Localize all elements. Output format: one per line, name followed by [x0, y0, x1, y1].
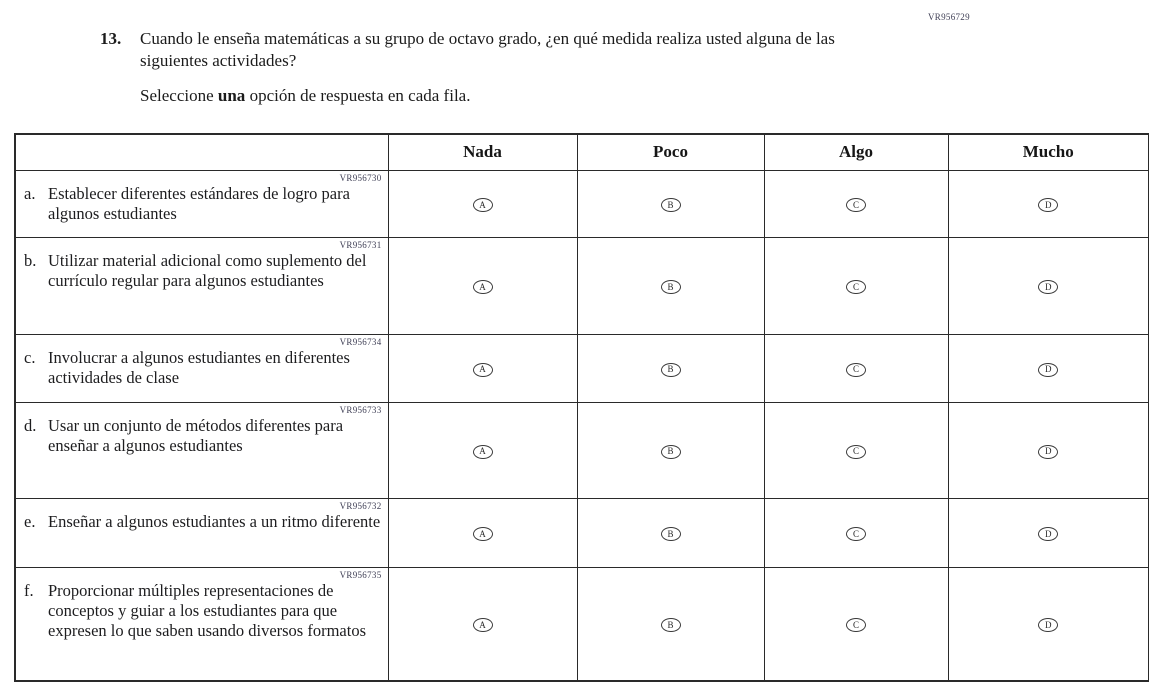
statement — [24, 581, 384, 641]
option-cell — [388, 334, 577, 402]
statement-cell — [15, 498, 388, 567]
statement-cell — [15, 170, 388, 237]
option-bubble-d[interactable] — [1038, 363, 1058, 377]
bubble-letter: B — [667, 364, 674, 374]
bubble-letter: D — [1045, 528, 1052, 539]
option-bubble-d[interactable] — [1038, 280, 1058, 294]
bubble-letter: B — [667, 619, 674, 630]
directions-line — [140, 86, 470, 106]
option-cell — [948, 498, 1149, 567]
bubble-letter: C — [852, 281, 859, 292]
option-bubble-b[interactable] — [661, 363, 681, 377]
option-cell — [764, 567, 948, 681]
bubble-letter: C — [852, 446, 859, 456]
statement — [24, 512, 384, 532]
option-cell — [388, 170, 577, 237]
statement — [24, 184, 384, 224]
option-cell — [577, 334, 764, 402]
option-cell — [577, 498, 764, 567]
page-vr-code: VR956729 — [928, 12, 970, 22]
option-bubble-c[interactable] — [846, 527, 866, 541]
bubble-letter: A — [479, 199, 486, 210]
directions-suffix: opción de respuesta en cada fila. — [245, 86, 471, 105]
statement-cell — [15, 567, 388, 681]
option-bubble-a[interactable] — [473, 363, 493, 377]
option-bubble-a[interactable] — [473, 280, 493, 294]
option-bubble-d[interactable] — [1038, 527, 1058, 541]
bubble-letter: B — [667, 446, 674, 456]
option-bubble-b[interactable] — [661, 527, 681, 541]
option-cell — [764, 334, 948, 402]
option-cell — [764, 498, 948, 567]
bubble-letter: C — [852, 619, 859, 630]
vr-code: VR956732 — [339, 500, 382, 511]
header-cell-empty — [15, 134, 388, 170]
option-bubble-a[interactable] — [473, 527, 493, 541]
option-bubble-c[interactable] — [846, 445, 866, 459]
option-bubble-a[interactable] — [473, 445, 493, 459]
vr-code: VR956733 — [339, 404, 382, 415]
vr-code: VR956730 — [339, 172, 382, 183]
option-bubble-a[interactable] — [473, 198, 493, 212]
statement-text: Utilizar material adicional como suplemento del currículo regular para algunos estudiantes — [48, 250, 367, 290]
vr-code: VR956735 — [339, 569, 382, 580]
option-bubble-d[interactable] — [1038, 198, 1058, 212]
option-cell — [388, 567, 577, 681]
option-bubble-b[interactable] — [661, 280, 681, 294]
bubble-letter: A — [479, 281, 486, 292]
bubble-letter: D — [1045, 364, 1052, 374]
option-bubble-d[interactable] — [1038, 618, 1058, 632]
option-cell — [577, 237, 764, 334]
table-body — [15, 170, 1149, 681]
option-bubble-d[interactable] — [1038, 445, 1058, 459]
bubble-letter: A — [479, 446, 486, 456]
option-cell — [948, 567, 1149, 681]
option-bubble-a[interactable] — [473, 618, 493, 632]
bubble-letter: D — [1045, 619, 1052, 630]
option-cell — [764, 402, 948, 498]
table-row — [15, 237, 1149, 334]
statement-text: Enseñar a algunos estudiantes a un ritmo diferente — [48, 511, 381, 531]
table-row — [15, 170, 1149, 237]
header-cell-nada: Nada — [388, 134, 577, 170]
statement-cell — [15, 334, 388, 402]
statement-text: Proporcionar múltiples representaciones de conceptos y guiar a los estudiantes para que expresen lo que saben usando diversos formatos — [48, 580, 367, 640]
option-cell — [764, 237, 948, 334]
table-row — [15, 334, 1149, 402]
row-letter: e. — [24, 511, 36, 531]
directions-bold-word: una — [217, 86, 246, 105]
row-letter: c. — [24, 347, 36, 367]
row-letter: f. — [24, 580, 34, 600]
option-bubble-c[interactable] — [846, 198, 866, 212]
statement-text: Establecer diferentes estándares de logro para algunos estudiantes — [48, 183, 350, 223]
question-number: 13. — [100, 29, 122, 48]
option-cell — [388, 402, 577, 498]
bubble-letter: D — [1045, 199, 1052, 210]
option-cell — [948, 402, 1149, 498]
vr-code: VR956731 — [339, 239, 382, 250]
option-cell — [764, 170, 948, 237]
option-bubble-b[interactable] — [661, 198, 681, 212]
option-bubble-c[interactable] — [846, 363, 866, 377]
row-letter: b. — [24, 250, 37, 270]
option-cell — [948, 334, 1149, 402]
table-row — [15, 498, 1149, 567]
bubble-letter: D — [1045, 281, 1052, 292]
statement-cell — [15, 237, 388, 334]
header-row — [15, 134, 1149, 170]
option-cell — [948, 237, 1149, 334]
response-matrix-table — [14, 133, 1149, 682]
statement-text: Involucrar a algunos estudiantes en diferentes actividades de clase — [48, 347, 350, 387]
vr-code: VR956734 — [339, 336, 382, 347]
row-letter: a. — [24, 183, 36, 203]
statement — [24, 348, 384, 388]
option-bubble-b[interactable] — [661, 445, 681, 459]
bubble-letter: A — [479, 364, 486, 374]
bubble-letter: C — [852, 364, 859, 374]
option-cell — [388, 498, 577, 567]
bubble-letter: B — [667, 528, 674, 539]
bubble-letter: D — [1045, 446, 1052, 456]
option-cell — [577, 170, 764, 237]
option-bubble-b[interactable] — [661, 618, 681, 632]
header-cell-mucho: Mucho — [948, 134, 1149, 170]
question-text: Cuando le enseña matemáticas a su grupo de octavo grado, ¿en qué medida realiza usted alguna de las siguientes actividades? — [140, 29, 835, 71]
row-letter: d. — [24, 415, 37, 435]
option-cell — [948, 170, 1149, 237]
bubble-letter: C — [852, 528, 859, 539]
statement-text: Usar un conjunto de métodos diferentes para enseñar a algunos estudiantes — [48, 415, 344, 455]
bubble-letter: B — [667, 199, 674, 210]
option-cell — [388, 237, 577, 334]
statement-cell — [15, 402, 388, 498]
header-cell-poco: Poco — [577, 134, 764, 170]
table-header — [15, 134, 1149, 170]
statement — [24, 251, 384, 291]
header-cell-algo: Algo — [764, 134, 948, 170]
bubble-letter: A — [479, 619, 486, 630]
bubble-letter: A — [479, 528, 486, 539]
option-cell — [577, 567, 764, 681]
bubble-letter: B — [667, 281, 674, 292]
option-cell — [577, 402, 764, 498]
option-bubble-c[interactable] — [846, 280, 866, 294]
option-bubble-c[interactable] — [846, 618, 866, 632]
table-row — [15, 402, 1149, 498]
statement — [24, 416, 384, 456]
directions-prefix: Seleccione — [140, 86, 218, 105]
question-block — [100, 28, 900, 72]
table-row — [15, 567, 1149, 681]
bubble-letter: C — [852, 199, 859, 210]
